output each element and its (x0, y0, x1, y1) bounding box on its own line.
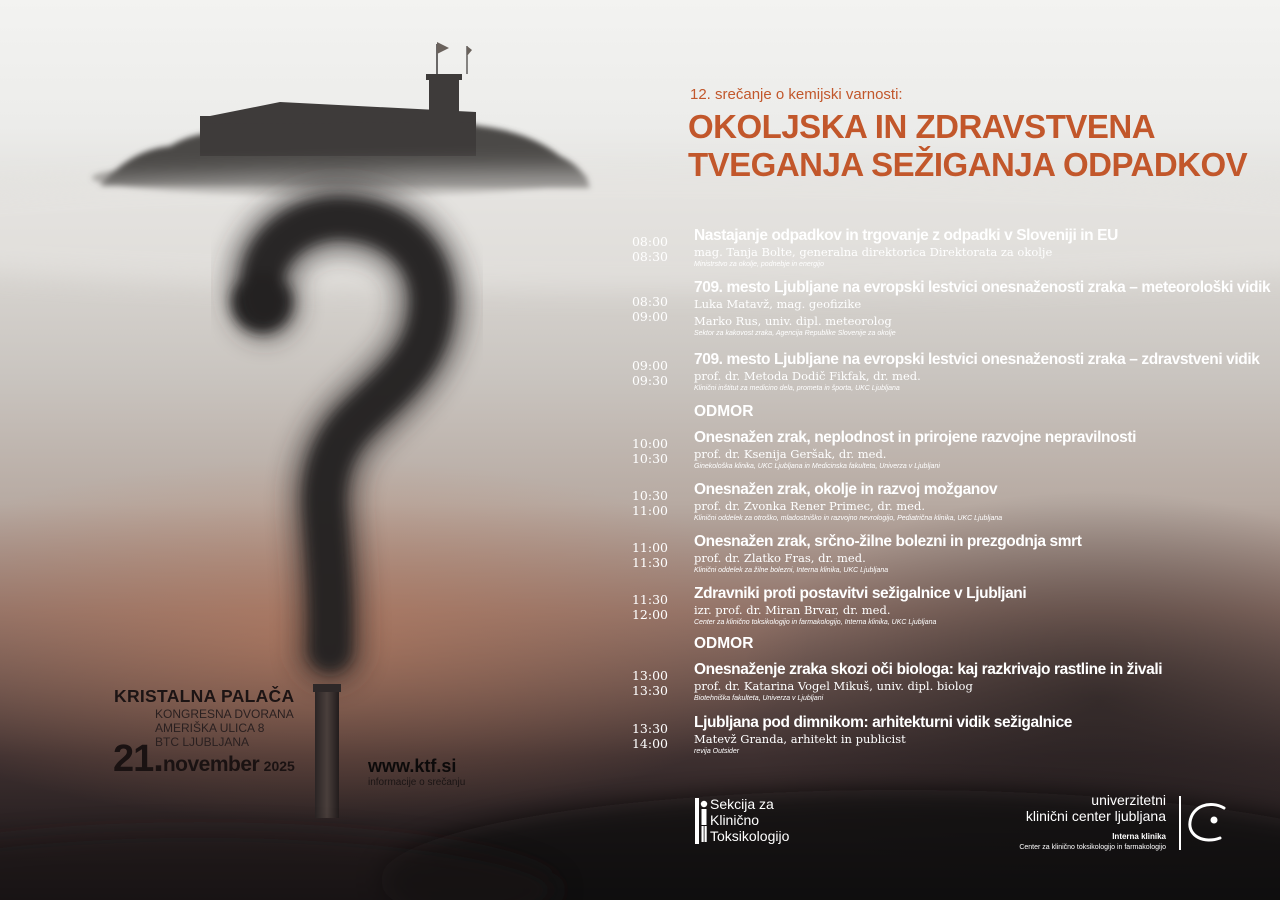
break-label: ODMOR (694, 403, 754, 420)
sekcija-line-3: Toksikologijo (710, 828, 790, 844)
time-end: 08:30 (631, 249, 669, 264)
event-title-line-1: OKOLJSKA IN ZDRAVSTVENA (688, 108, 1156, 145)
speaker-affiliation: revija Outsider (694, 748, 740, 755)
time-end: 09:00 (631, 309, 669, 324)
speaker-affiliation: Biotehniška fakulteta, Univerza v Ljubljani (694, 695, 824, 702)
speaker-affiliation: Center za klinično toksikologijo in farmakologijo, Interna klinika, UKC Ljubljana (694, 619, 937, 626)
talk-title: 709. mesto Ljubljane na evropski lestvici onesnaženosti zraka – meteorološki vidik (694, 279, 1271, 296)
talk (694, 713, 1254, 757)
talk (694, 428, 1254, 472)
toxicology-section-icon (694, 798, 708, 844)
speaker-affiliation: Klinični inštitut za medicino dela, prometa in športa, UKC Ljubljana (694, 385, 900, 392)
date-day: 21. (113, 738, 163, 780)
time-end: 13:30 (631, 683, 669, 698)
time-start: 08:00 (631, 234, 669, 249)
event-title (688, 108, 1268, 184)
ukc-logo (1000, 790, 1230, 860)
talk-title: Nastajanje odpadkov in trgovanje z odpadki v Sloveniji in EU (694, 227, 1118, 244)
time-start: 13:00 (631, 668, 669, 683)
time-start: 10:30 (631, 488, 669, 503)
talk-title: Onesnažen zrak, neplodnost in prirojene razvojne nepravilnosti (694, 429, 1137, 446)
talk (694, 584, 1254, 628)
speaker-name: mag. Tanja Bolte, generalna direktorica Direktorata za okolje (694, 245, 1053, 259)
session-time (620, 358, 680, 388)
speaker-name: prof. dr. Metoda Dodič Fikfak, dr. med. (694, 369, 921, 383)
speaker-name: prof. dr. Zvonka Rener Primec, dr. med. (694, 499, 925, 513)
time-end: 11:30 (631, 555, 669, 570)
date-month: november (162, 753, 260, 776)
event-title-line-2: TVEGANJA SEŽIGANJA ODPADKOV (688, 146, 1248, 183)
event-date (113, 738, 295, 781)
ukc-department: Interna klinika (1112, 832, 1166, 841)
session-time (620, 540, 680, 570)
talk-title: Ljubljana pod dimnikom: arhitekturni vidik sežigalnice (694, 714, 1073, 731)
speaker-affiliation: Ginekološka klinika, UKC Ljubljana in Medicinska fakulteta, Univerza v Ljubljani (694, 463, 940, 470)
talk (694, 480, 1254, 524)
time-end: 11:00 (631, 503, 669, 518)
talk (694, 278, 1271, 339)
time-end: 14:00 (631, 736, 669, 751)
website-link[interactable]: www.ktf.si (368, 756, 457, 776)
speaker-name: izr. prof. dr. Miran Brvar, dr. med. (694, 603, 891, 617)
session-time (620, 294, 680, 324)
ukc-subdepartment: Center za klinično toksikologijo in farmakologijo (1019, 844, 1166, 851)
talk-title: 709. mesto Ljubljane na evropski lestvici onesnaženosti zraka – zdravstveni vidik (694, 351, 1260, 368)
break-label: ODMOR (694, 635, 754, 652)
time-start: 11:00 (631, 540, 669, 555)
time-end: 10:30 (631, 451, 669, 466)
sekcija-line-1: Sekcija za (710, 796, 774, 812)
sekcija-line-2: Klinično (710, 812, 760, 828)
speaker-name: prof. dr. Ksenija Geršak, dr. med. (694, 447, 887, 461)
venue-street: AMERIŠKA ULICA 8 (155, 721, 265, 735)
talk (694, 532, 1254, 576)
website-info: informacije o srečanju (368, 777, 466, 788)
talk (694, 350, 1260, 394)
speaker-name: Matevž Granda, arhitekt in publicist (694, 732, 906, 746)
ukc-name-line-1: univerzitetni (1091, 792, 1166, 808)
castle (200, 42, 476, 156)
chimney (313, 684, 341, 818)
sekcija-text (710, 796, 789, 844)
time-end: 09:30 (631, 373, 669, 388)
talk-title: Onesnaženje zraka skozi oči biologa: kaj razkrivajo rastline in živali (694, 661, 1163, 678)
venue-hall: KONGRESNA DVORANA (155, 707, 294, 721)
time-end: 12:00 (631, 607, 669, 622)
session-time (620, 436, 680, 466)
talk (694, 226, 1254, 270)
session-time (620, 592, 680, 622)
speaker-affiliation: Klinični oddelek za žilne bolezni, Interna klinika, UKC Ljubljana (694, 567, 889, 574)
ukc-name-line-2: klinični center ljubljana (1025, 808, 1166, 824)
date-year: 2025 (263, 758, 295, 774)
speaker-affiliation: Sektor za kakovost zraka, Agencija Republike Slovenije za okolje (694, 330, 896, 337)
website-block (368, 756, 465, 788)
time-start: 13:30 (631, 721, 669, 736)
talk-title: Zdravniki proti postavitvi sežigalnice v Ljubljani (694, 585, 1027, 602)
talk-title: Onesnažen zrak, srčno-žilne bolezni in prezgodnja smrt (694, 533, 1082, 550)
speaker-affiliation: Klinični oddelek za otroško, mladostniško in razvojno nevrologijo, Pediatrična klinika, UKC Ljubljana (694, 515, 1003, 522)
speaker-affiliation: Ministrstvo za okolje, podnebje in energijo (694, 261, 824, 268)
venue-name: KRISTALNA PALAČA (114, 686, 295, 706)
time-start: 10:00 (631, 436, 669, 451)
time-start: 09:00 (631, 358, 669, 373)
speaker-name: prof. dr. Zlatko Fras, dr. med. (694, 551, 866, 565)
venue-city: BTC LJUBLJANA (155, 735, 250, 749)
session-time (620, 668, 680, 698)
session-time (620, 488, 680, 518)
speaker-name: prof. dr. Katarina Vogel Mikuš, univ. dipl. biolog (694, 679, 973, 693)
time-start: 08:30 (631, 294, 669, 309)
time-start: 11:30 (631, 592, 669, 607)
session-time (620, 721, 680, 751)
talk (694, 660, 1254, 704)
speaker-name: Marko Rus, univ. dipl. meteorolog (694, 314, 892, 328)
ukc-emblem-icon (1174, 794, 1230, 852)
speaker-name: Luka Matavž, mag. geofizike (694, 297, 862, 311)
talk-title: Onesnažen zrak, okolje in razvoj možganov (694, 481, 998, 498)
event-subtitle: 12. srečanje o kemijski varnosti: (690, 86, 903, 103)
session-time (620, 234, 680, 264)
